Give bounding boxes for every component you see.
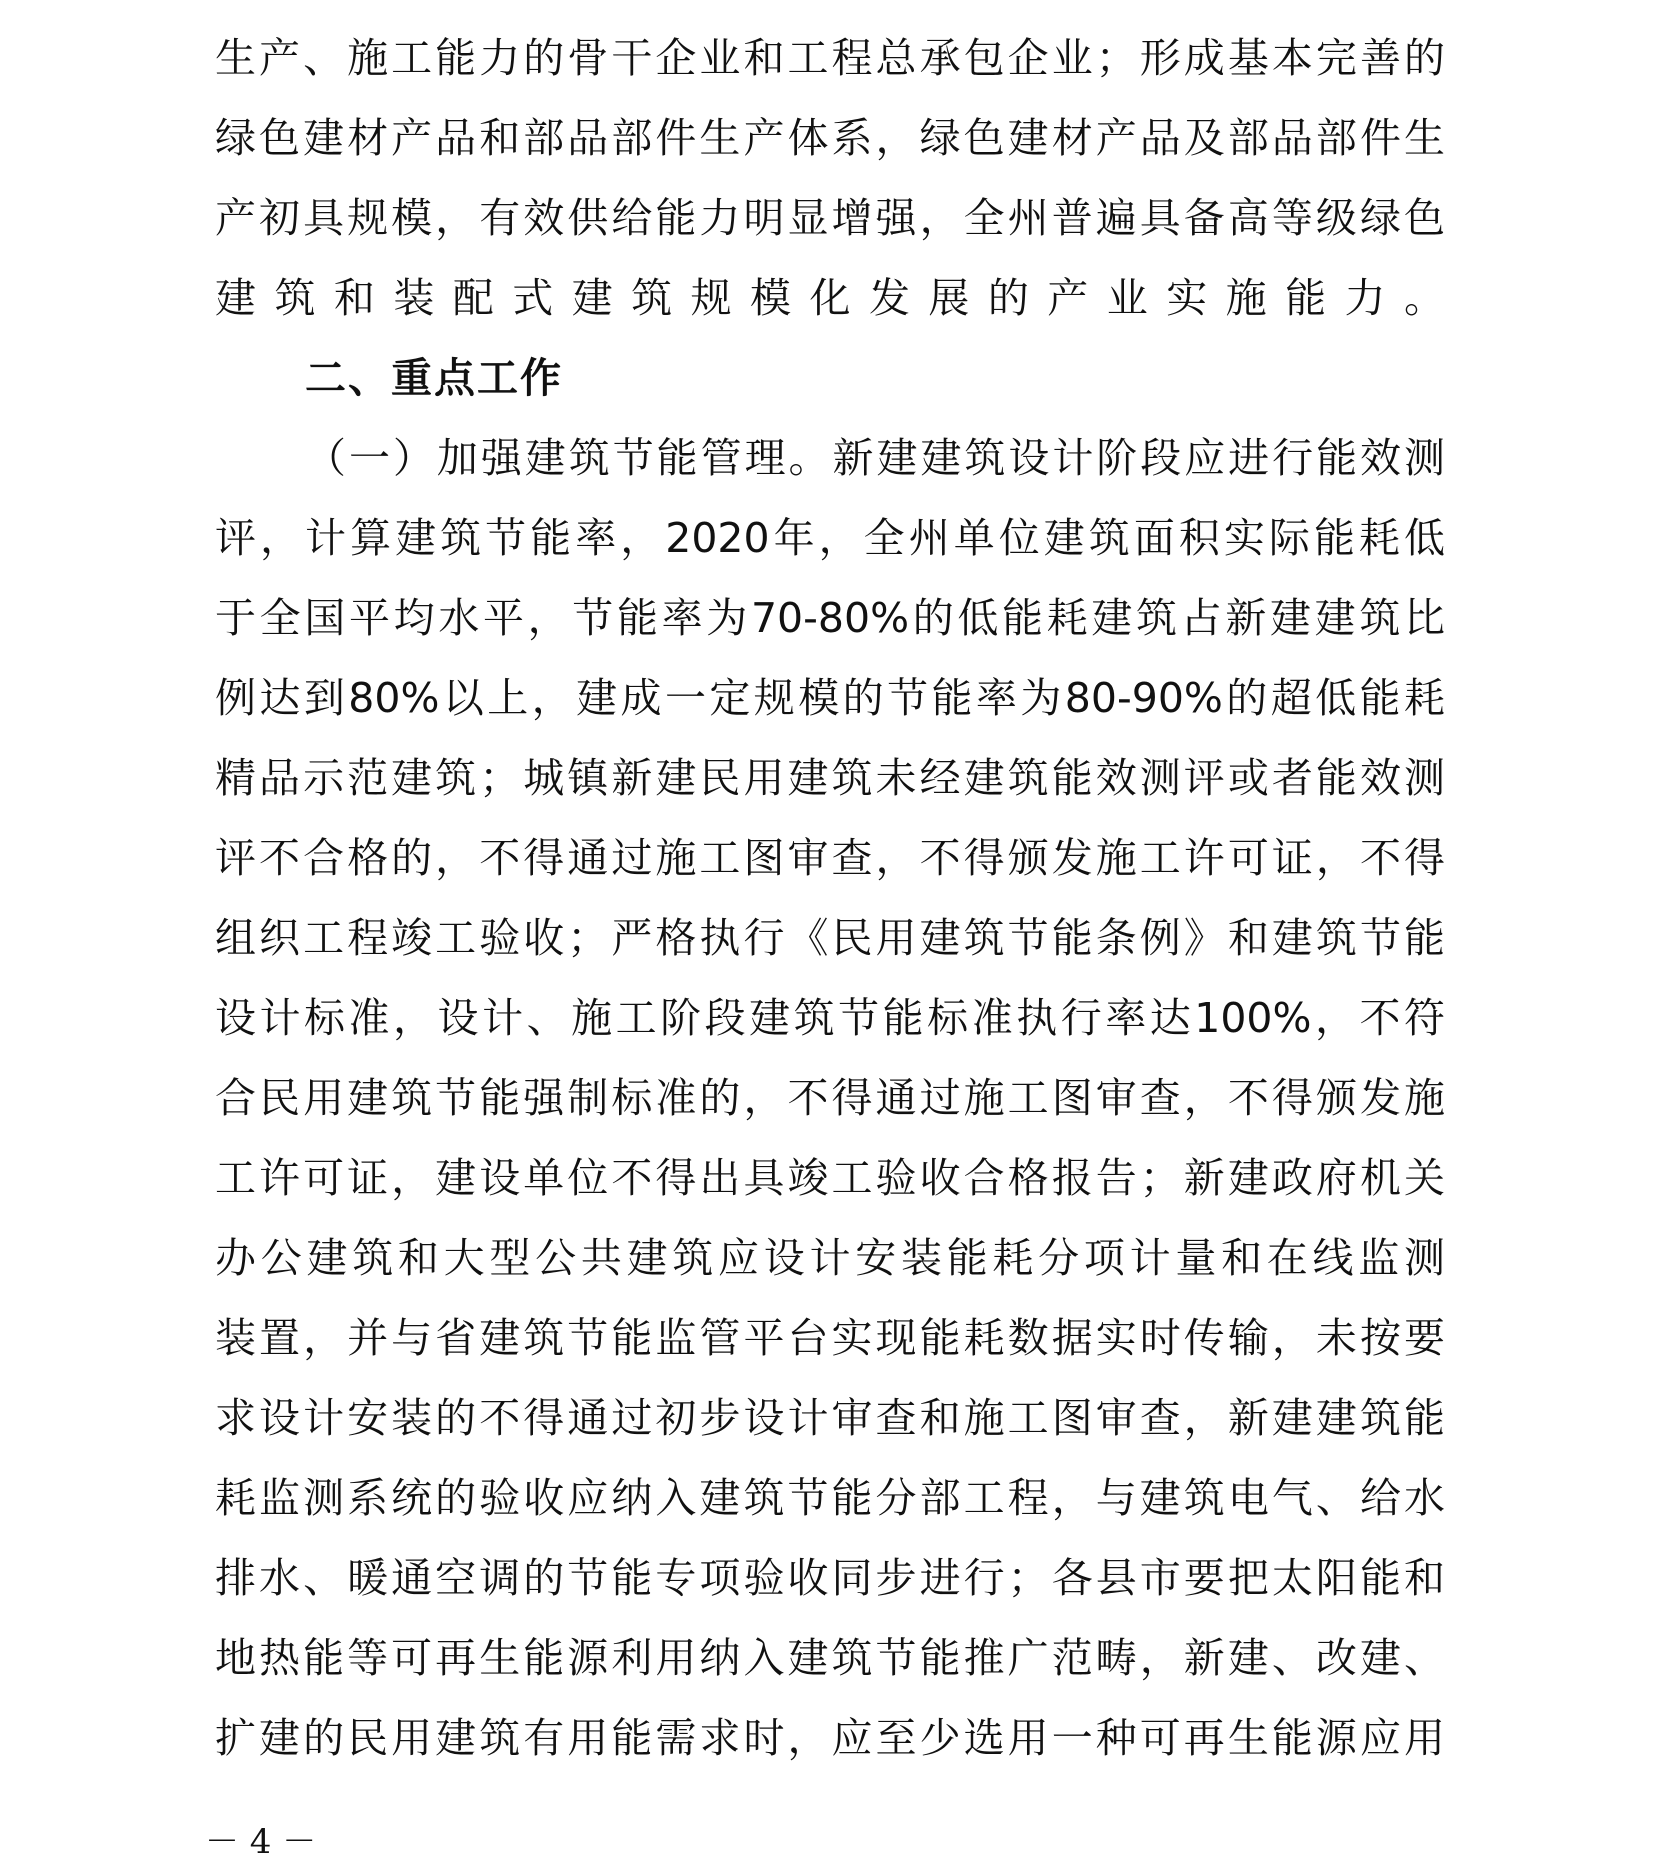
text-line: 产初具规模，有效供给能力明显增强，全州普遍具备高等级绿色 xyxy=(215,194,1445,242)
text-line: 排水、暖通空调的节能专项验收同步进行；各县市要把太阳能和 xyxy=(215,1554,1445,1602)
text-line: 评，计算建筑节能率，2020年，全州单位建筑面积实际能耗低 xyxy=(215,514,1445,562)
section-heading: 二、重点工作 xyxy=(305,354,563,402)
text-line: 装置，并与省建筑节能监管平台实现能耗数据实时传输，未按要 xyxy=(215,1314,1445,1362)
text-line: 评不合格的，不得通过施工图审查，不得颁发施工许可证，不得 xyxy=(215,834,1445,882)
text-line: 合民用建筑节能强制标准的，不得通过施工图审查，不得颁发施 xyxy=(215,1074,1445,1122)
text-line: 例达到80%以上，建成一定规模的节能率为80-90%的超低能耗 xyxy=(215,674,1445,722)
text-line: 于全国平均水平，节能率为70-80%的低能耗建筑占新建建筑比 xyxy=(215,594,1445,642)
text-line: 绿色建材产品和部品部件生产体系，绿色建材产品及部品部件生 xyxy=(215,114,1445,162)
text-line: 办公建筑和大型公共建筑应设计安装能耗分项计量和在线监测 xyxy=(215,1234,1445,1282)
text-line: 设计标准，设计、施工阶段建筑节能标准执行率达100%，不符 xyxy=(215,994,1445,1042)
text-line: 地热能等可再生能源利用纳入建筑节能推广范畴，新建、改建、 xyxy=(215,1634,1445,1682)
text-line: 精品示范建筑；城镇新建民用建筑未经建筑能效测评或者能效测 xyxy=(215,754,1445,802)
text-line: 组织工程竣工验收；严格执行《民用建筑节能条例》和建筑节能 xyxy=(215,914,1445,962)
text-line: 工许可证，建设单位不得出具竣工验收合格报告；新建政府机关 xyxy=(215,1154,1445,1202)
text-line: 耗监测系统的验收应纳入建筑节能分部工程，与建筑电气、给水 xyxy=(215,1474,1445,1522)
text-line: 扩建的民用建筑有用能需求时，应至少选用一种可再生能源应用 xyxy=(215,1714,1445,1762)
page-number: － 4 － xyxy=(205,1822,317,1862)
text-line: 生产、施工能力的骨干企业和工程总承包企业；形成基本完善的 xyxy=(215,34,1445,82)
text-line: 求设计安装的不得通过初步设计审查和施工图审查，新建建筑能 xyxy=(215,1394,1445,1442)
text-line: 建筑和装配式建筑规模化发展的产业实施能力。 xyxy=(215,274,1445,322)
text-line: （一）加强建筑节能管理。新建建筑设计阶段应进行能效测 xyxy=(305,434,1445,482)
